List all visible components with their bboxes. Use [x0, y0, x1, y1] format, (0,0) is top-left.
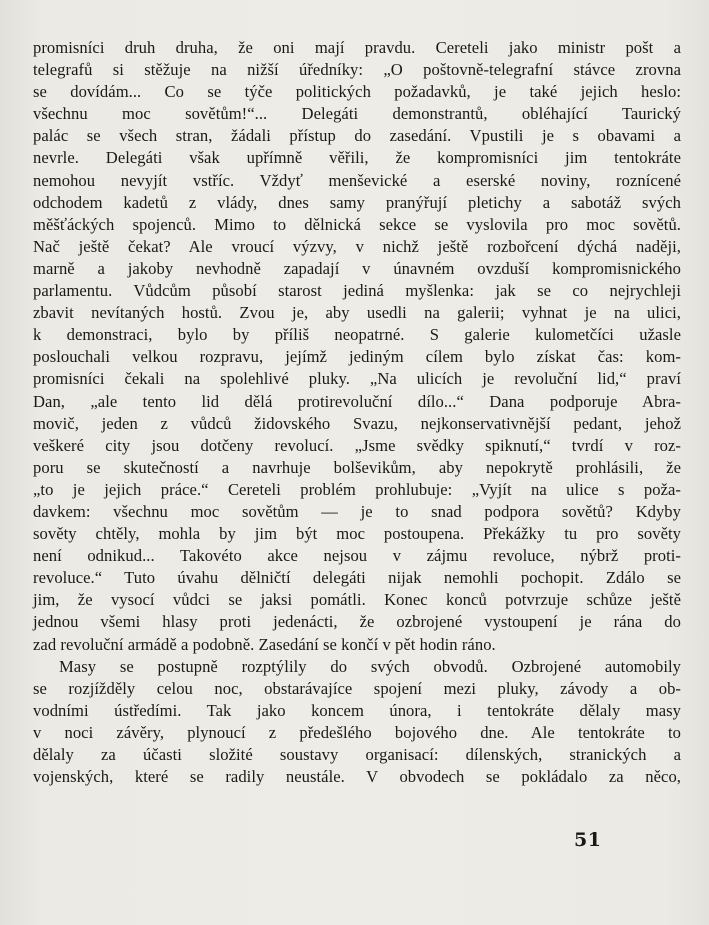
text-line: všechnu moc sovětům!“... Delegáti demonstrantů, obléhající Taurický	[33, 104, 681, 124]
paragraph-1	[33, 37, 681, 656]
text-line: telegrafů si stěžuje na nižší úředníky: „O poštovně-telegrafní stávce zrovna	[33, 60, 681, 80]
text-line: marně a jakoby nevhodně zapadají v únavném ovzduší kompromisnického	[33, 258, 681, 278]
text-line: zbavit nevítaných hostů. Zvou je, aby usedli na galerii; vyhnat je na ulici,	[33, 303, 681, 323]
text-line: odchodem kadetů z vlády, dnes samy pranýřují pletichy a sabotáž svých	[33, 192, 681, 212]
text-line: promisníci druh druha, že oni mají pravdu. Cereteli jako ministr pošt a	[33, 38, 681, 57]
text-line: poru se skutečností a navrhuje bolševikům, aby nepokrytě prohlásili, že	[33, 457, 681, 477]
text-line: movič, jeden z vůdců židovského Svazu, nejkonservativnější pedant, jehož	[33, 413, 681, 433]
text-line: k demonstraci, bylo by příliš neopatrné. S galerie kulometčíci užasle	[33, 325, 681, 345]
text-line: se rozjížděly celou noc, obstarávajíce spojení mezi pluky, závody a ob-	[33, 678, 681, 698]
text-line: jednou všemi hlasy proti jedenácti, že ozbrojené vystoupení je rána do	[33, 612, 681, 632]
text-line: promisníci čekali na spolehlivé pluky. „Na ulicích je revoluční lid,“ praví	[33, 369, 681, 389]
text-line: „to je jejich práce.“ Cereteli problém prohlubuje: „Vyjít na ulice s poža-	[33, 479, 681, 499]
text-line: Masy se postupně rozptýlily do svých obvodů. Ozbrojené automobily	[59, 656, 681, 676]
text-line: sověty chtěly, mohla by jim být moc postoupena. Překážky tu pro sověty	[33, 524, 681, 544]
text-line: palác se všech stran, žádali přístup do zasedání. Vpustili je s obavami a	[33, 126, 681, 146]
text-line: nevrle. Delegáti však upřímně věřili, že kompromisníci jim tentokráte	[33, 148, 681, 168]
text-line: veškeré city jsou dotčeny revolucí. „Jsme svědky spiknutí,“ tvrdí v roz-	[33, 435, 681, 455]
text-line: Nač ještě čekat? Ale vroucí výzvy, v nichž ještě rozbořcení dýchá naději,	[33, 236, 681, 256]
text-line: není odnikud... Takovéto akce nejsou v zájmu revoluce, nýbrž proti-	[33, 546, 681, 566]
text-line: vodními ústředími. Tak jako koncem února, i tentokráte dělaly masy	[33, 700, 681, 720]
text-line: vojenských, které se radily neustále. V obvodech se pokládalo za něco,	[33, 767, 681, 787]
page-number: 51	[574, 829, 602, 851]
text-line: revoluce.“ Tuto úvahu dělničtí delegáti nijak nemohli pochopit. Zdálo se	[33, 568, 681, 588]
paragraph-2	[33, 656, 681, 789]
text-line: v noci závěry, plynoucí z předešlého bojového dne. Ale tentokráte to	[33, 722, 681, 742]
text-line: poslouchali velkou rozpravu, jejímž jediným cílem bylo získat čas: kom-	[33, 347, 681, 367]
text-line: davkem: všechnu moc sovětům — je to snad podpora sovětů? Kdyby	[33, 501, 681, 521]
text-line: měšťáckých spojenců. Mimo to dělnická sekce se vyslovila pro moc sovětů.	[33, 214, 681, 234]
text-line: Dan, „ale tento lid dělá protirevoluční dílo...“ Dana podporuje Abra-	[33, 391, 681, 411]
text-block	[33, 37, 681, 788]
text-line: zad revoluční armádě a podobně. Zasedání se končí v pět hodin ráno.	[33, 634, 496, 654]
text-line: se dovídám... Co se týče politických požadavků, je také jejich heslo:	[33, 82, 681, 102]
text-line: jim, že vysocí vůdci se jaksi pomátli. Konec konců potvrzuje schůze ještě	[33, 590, 681, 610]
text-line: nemohou nevyjít vstříc. Vždyť menševické a eserské noviny, roznícené	[33, 170, 681, 190]
text-line: parlamentu. Vůdcům působí starost jediná myšlenka: jak se co nejrychleji	[33, 281, 681, 301]
text-line: dělaly za účasti složité soustavy organisací: dílenských, stranických a	[33, 745, 681, 764]
